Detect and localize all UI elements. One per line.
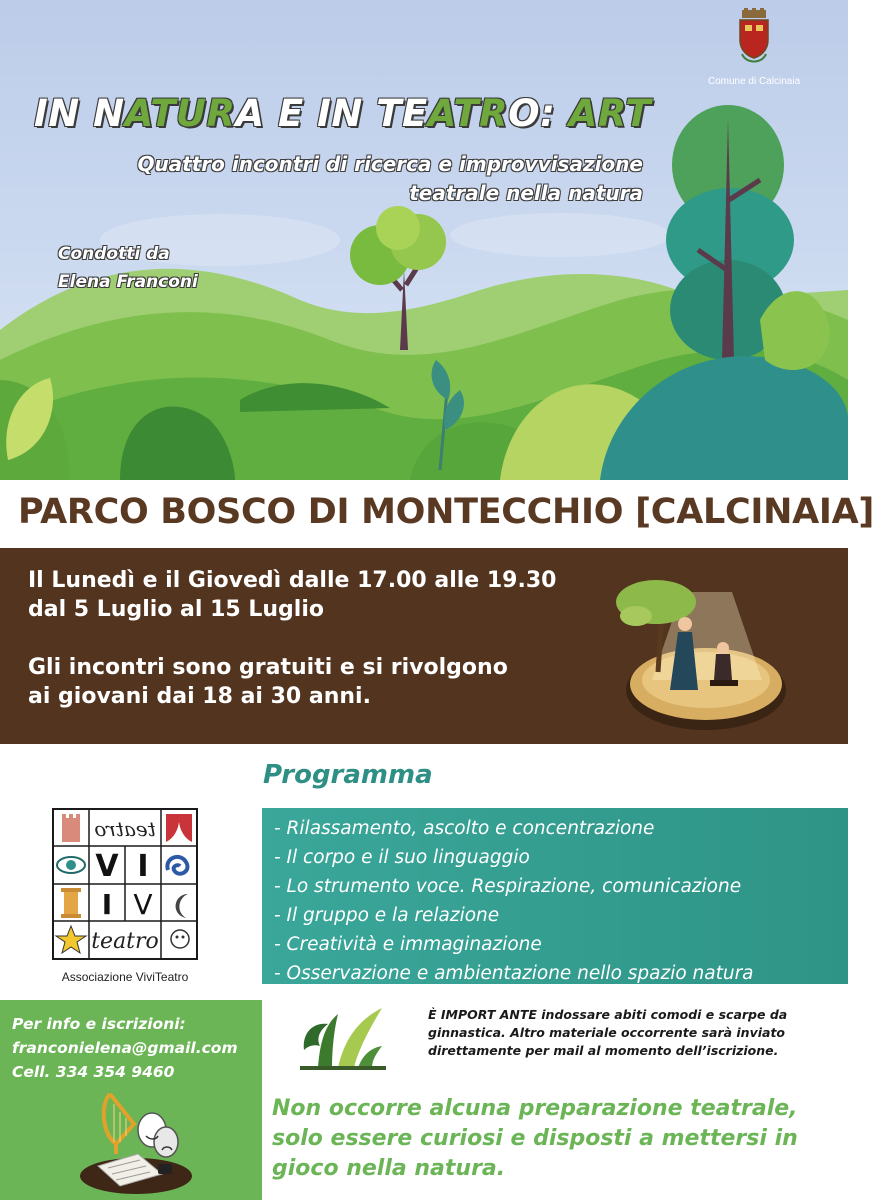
crest-icon <box>736 8 772 68</box>
viviteatro-logo <box>52 808 198 960</box>
svg-text:V: V <box>95 849 119 884</box>
program-item: - Rilassamento, ascolto e concentrazione <box>274 818 655 839</box>
program-item: - Il corpo e il suo linguaggio <box>274 847 530 868</box>
schedule-period: dal 5 Luglio al 15 Luglio <box>28 597 324 622</box>
important-note: È IMPORT ANTE indossare abiti comodi e scarpe da ginnastica. Altro materiale occorrente sarà inviato direttamente per mail al momento dell’iscrizione. <box>428 1007 788 1058</box>
harp-masks-icon <box>76 1084 196 1196</box>
stage-scene-icon <box>612 562 788 738</box>
contact-box <box>0 1000 262 1200</box>
program-item: - Osservazione e ambientazione nello spazio natura <box>274 963 754 984</box>
svg-text:teatro: teatro <box>91 929 159 954</box>
municipality-label: Comune di Calcinaia <box>707 76 801 87</box>
contact-text <box>12 1012 238 1084</box>
contact-phone: Cell. 334 354 9460 <box>12 1063 175 1081</box>
svg-text:I: I <box>101 888 113 921</box>
schedule-age: ai giovani dai 18 ai 30 anni. <box>28 684 371 709</box>
svg-text:I: I <box>137 849 149 884</box>
schedule-days: Il Lunedì e il Giovedì dalle 17.00 alle 19.30 <box>28 568 557 593</box>
association-caption: Associazione ViviTeatro <box>61 970 189 984</box>
closing-message: Non occorre alcuna preparazione teatrale, solo essere curiosi e disposti a mettersi in gioco nella natura. <box>272 1096 798 1181</box>
conducted-by: Condotti da Elena Franconi <box>58 244 198 292</box>
schedule-text <box>28 566 556 711</box>
event-subtitle: Quattro incontri di ricerca e improvvisazione teatrale nella natura <box>137 152 643 205</box>
location-title: PARCO BOSCO DI MONTECCHIO [CALCINAIA] <box>18 492 874 532</box>
fern-icon <box>298 1000 388 1072</box>
schedule-band <box>0 548 848 744</box>
program-list <box>262 808 848 988</box>
program-item: - Lo strumento voce. Respirazione, comunicazione <box>274 876 742 897</box>
program-item: - Il gruppo e la relazione <box>274 905 500 926</box>
program-item: - Creatività e immaginazione <box>274 934 542 955</box>
program-title: Programma <box>263 760 433 790</box>
location-band <box>0 480 874 548</box>
svg-text:teatro: teatro <box>94 817 156 841</box>
schedule-free: Gli incontri sono gratuiti e si rivolgono <box>28 655 508 680</box>
event-title: IN NATURA E IN TEATRO: ART <box>34 92 651 135</box>
program-box <box>262 808 848 984</box>
contact-label: Per info e iscrizioni: <box>12 1015 186 1033</box>
contact-email: franconielena@gmail.com <box>12 1039 238 1057</box>
header-landscape <box>0 0 848 480</box>
svg-text:V: V <box>133 888 153 921</box>
